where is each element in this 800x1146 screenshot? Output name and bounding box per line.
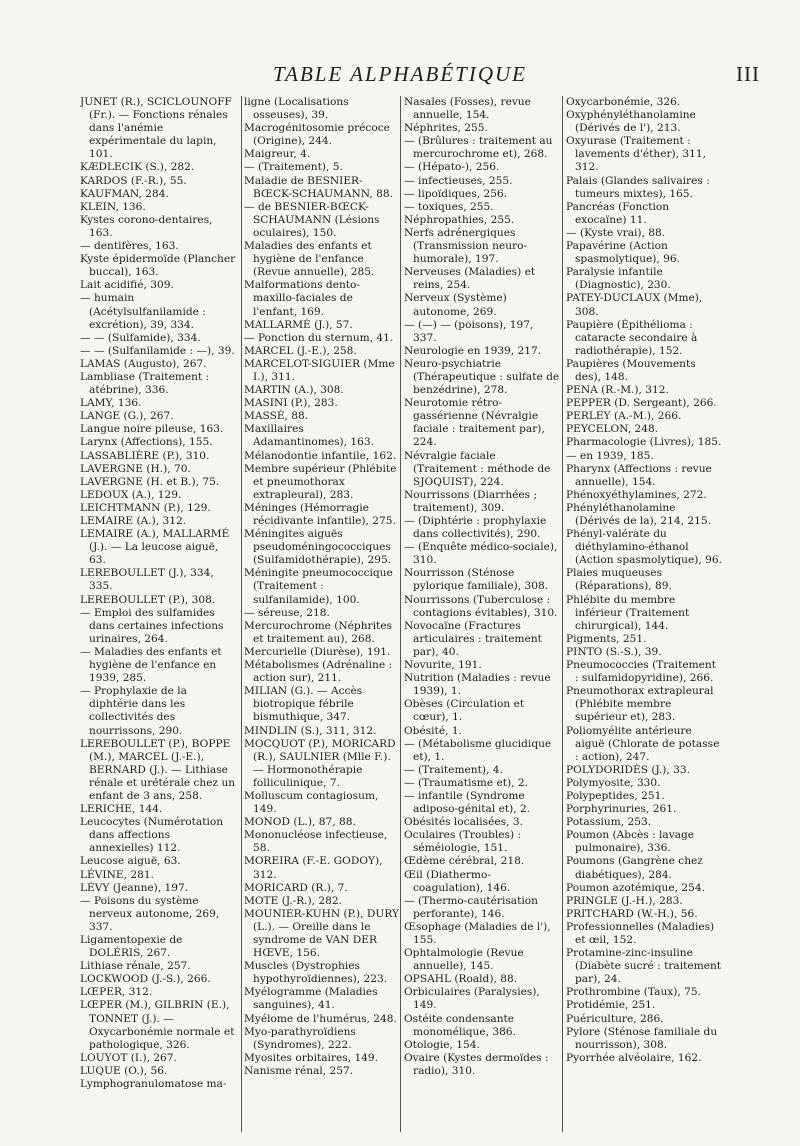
index-entry: Œil (Diathermo-coagulation), 146. xyxy=(404,868,511,894)
page-number: III xyxy=(736,62,760,86)
index-entry: Obésités localisées, 3. xyxy=(404,816,523,829)
index-entry: Pigments, 251. xyxy=(566,632,647,645)
index-entry: — Ponction du sternum, 41. xyxy=(244,331,394,344)
index-entry: MARTIN (A.), 308. xyxy=(244,384,344,397)
index-entry: — infectieuses, 255. xyxy=(404,174,513,187)
index-column-2 xyxy=(244,96,400,1136)
index-entry: OPSAHL (Roald), 88. xyxy=(404,973,518,986)
column-divider xyxy=(400,96,401,1132)
index-entry: POLYDORIDÈS (J.), 33. xyxy=(566,763,690,776)
index-entry: — Poisons du système nerveux autonome, 269, 337. xyxy=(80,894,220,933)
index-entry: Nerveuses (Maladies) et reins, 254. xyxy=(404,266,536,292)
index-entry: LŒPER (M.), GILBRIN (E.), TONNET (J.). — Oxycarbonémie normale et pathologique, 326. xyxy=(80,999,235,1051)
index-entry: — toxiques, 255. xyxy=(404,200,494,213)
index-entry: Macrogénitosomie précoce (Origine), 244. xyxy=(244,122,390,148)
index-entry: Maladie de BESNIER-BŒCK-SCHAUMANN, 88. xyxy=(244,174,393,200)
index-entry: Néphropathies, 255. xyxy=(404,213,515,226)
index-entry: — (Enquête médico-sociale), 310. xyxy=(404,541,558,567)
index-entry: Mercurochrome (Néphrites et traitement au), 268. xyxy=(244,619,392,645)
index-entry: LÉVINE, 281. xyxy=(80,868,154,881)
index-entry: Pneumothorax extrapleural (Phlébite membre supérieur et), 283. xyxy=(566,685,714,724)
index-entry: — (Traitement), 4. xyxy=(404,763,503,776)
index-entry: Pharynx (Affections : revue annuelle), 154. xyxy=(566,462,712,488)
index-entry: Kystes corono-dentaires, 163. xyxy=(80,213,213,239)
index-entry: Maxillaires Adamantinomes), 163. xyxy=(244,423,374,449)
index-entry: — humain (Acétylsulfanilamide : excrétion), 39, 334. xyxy=(80,292,206,331)
index-entry: — en 1939, 185. xyxy=(566,449,654,462)
index-entry: Lithiase rénale, 257. xyxy=(80,960,191,973)
index-entry: LANGE (G.), 267. xyxy=(80,410,174,423)
index-entry: Poumon azotémique, 254. xyxy=(566,881,705,894)
index-entry: Myélogramme (Maladies sanguines), 41. xyxy=(244,986,378,1012)
index-entry: Protamine-zinc-insuline (Diabète sucré : traitement par), 24. xyxy=(566,947,722,986)
index-entry: Obésité, 1. xyxy=(404,724,462,737)
index-entry: PRITCHARD (W.-H.), 56. xyxy=(566,907,698,920)
index-entry: Pneumococcies (Traitement : sulfamidopyridine), 266. xyxy=(566,659,716,685)
index-entry: Néphrites, 255. xyxy=(404,122,488,135)
index-entry: LEDOUX (A.), 129. xyxy=(80,488,182,501)
index-column-3 xyxy=(404,96,560,1136)
index-entry: Paralysie infantile (Diagnostic), 230. xyxy=(566,266,671,292)
index-entry: Lait acidifié, 309. xyxy=(80,279,174,292)
index-entry: LAVERGNE (H.), 70. xyxy=(80,462,191,475)
index-entry: KÆDLECIK (S.), 282. xyxy=(80,161,195,174)
index-entry: Polymyosite, 330. xyxy=(566,776,661,789)
index-entry: — de BESNIER-BŒCK-SCHAUMANN (Lésions oculaires), 150. xyxy=(244,200,380,239)
index-entry: Molluscum contagiosum, 149. xyxy=(244,789,379,816)
index-entry: MALLARMÉ (J.), 57. xyxy=(244,318,353,331)
index-entry: Phényl-valérate du diéthylamino-éthanol (Action spasmolytique), 96. xyxy=(566,528,722,567)
index-entry: Nourrissons (Tuberculose : contagions évitables), 310. xyxy=(404,593,558,619)
index-entry: PERLEY (A.-M.), 266. xyxy=(566,410,682,423)
index-entry: — Prophylaxie de la diphtérie dans les collectivités des nourrissons, 290. xyxy=(80,685,187,737)
index-entry: Membre supérieur (Phlébite et pneumothorax extrapleural), 283. xyxy=(244,462,397,501)
index-entry: LOUYOT (I.), 267. xyxy=(80,1051,177,1064)
index-entry: LUQUE (O.), 56. xyxy=(80,1064,168,1077)
index-entry: PEYCELON, 248. xyxy=(566,423,659,436)
index-entry: MILIAN (G.). — Accès biotropique fébrile bismuthique, 347. xyxy=(244,685,363,724)
index-entry: Otologie, 154. xyxy=(404,1038,480,1051)
index-entry: MORICARD (R.), 7. xyxy=(244,881,348,894)
index-entry: MASINI (P.), 283. xyxy=(244,397,338,410)
index-entry: Lymphogranulomatose ma- xyxy=(80,1078,227,1091)
index-entry: JUNET (R.), SCICLOUNOFF (Fr.). — Fonctions rénales dans l'anémie expérimentale du lapin, 101. xyxy=(80,96,232,161)
index-entry: — (Thermo-cautérisation perforante), 146. xyxy=(404,894,538,920)
index-entry: Oxycarbonémie, 326. xyxy=(566,96,681,108)
index-entry: Nanisme rénal, 257. xyxy=(244,1064,354,1077)
index-entry: — (—) — (poisons), 197, 337. xyxy=(404,318,534,344)
index-entry: Lambliase (Traitement : atébrine), 336. xyxy=(80,370,210,397)
index-entry: Phénoxyéthylamines, 272. xyxy=(566,488,707,501)
index-entry: MOREIRA (F.-E. GODOY), 312. xyxy=(244,855,383,881)
index-entry: — — (Sulfamide), 334. xyxy=(80,331,201,344)
index-entry: KAUFMAN, 284. xyxy=(80,187,169,200)
index-entry: Myélome de l'humérus, 248. xyxy=(244,1012,397,1025)
index-entry: Polypeptides, 251. xyxy=(566,789,665,802)
index-entry: PRINGLE (J.-H.), 283. xyxy=(566,894,683,907)
index-entry: Leucose aiguë, 63. xyxy=(80,855,181,868)
index-entry: — — (Sulfanilamide : —), 39. xyxy=(80,344,235,357)
index-entry: Porphyrinuries, 261. xyxy=(566,803,677,816)
index-entry: LASSABLIÈRE (P.), 310. xyxy=(80,449,210,462)
index-entry: Malformations dento-maxillo-faciales de l'enfant, 169. xyxy=(244,279,361,318)
index-entry: Myosites orbitaires, 149. xyxy=(244,1051,379,1064)
index-entry: Mélanodontie infantile, 162. xyxy=(244,449,397,462)
index-entry: — (Brûlures : traitement au mercurochrome et), 268. xyxy=(404,135,553,161)
index-entry: LEREBOULLET (P.), 308. xyxy=(80,593,216,606)
index-entry: MARCELOT-SIGUIER (Mme I.), 311. xyxy=(244,357,395,383)
index-entry: MARCEL (J.-E.), 258. xyxy=(244,344,357,357)
index-entry: MINDLIN (S.), 311, 312. xyxy=(244,724,377,737)
index-entry: — (Diphtérie : prophylaxie dans collectivités), 290. xyxy=(404,515,547,541)
index-entry: LEICHTMANN (P.), 129. xyxy=(80,501,211,514)
index-entry: Puériculture, 286. xyxy=(566,1012,664,1025)
index-entry: — dentifères, 163. xyxy=(80,240,179,253)
index-entry: Professionnelles (Maladies) et œil, 152. xyxy=(566,920,715,946)
index-columns xyxy=(80,96,720,1136)
index-entry: Ligamentopexie de DOLÉRIS, 267. xyxy=(80,934,183,960)
index-entry: MOUNIER-KUHN (P.), DURY (L.). — Oreille dans le syndrome de VAN DER HŒVE, 156. xyxy=(244,907,399,960)
index-entry: Muscles (Dystrophies hypothyroïdiennes), 223. xyxy=(244,960,388,986)
index-entry: Orbiculaires (Paralysies), 149. xyxy=(404,986,540,1012)
index-entry: LEREBOULLET (J.), 334, 335. xyxy=(80,567,214,593)
index-entry: Neurologie en 1939, 217. xyxy=(404,344,542,357)
index-entry: Plaies muqueuses (Réparations), 89. xyxy=(566,567,672,593)
index-entry: — Maladies des enfants et hygiène de l'enfance en 1939, 285. xyxy=(80,645,222,685)
index-entry: Myo-parathyroïdiens (Syndromes), 222. xyxy=(244,1025,356,1051)
index-entry: KARDOS (F.-R.), 55. xyxy=(80,174,187,187)
index-entry: — Emploi des sulfamides dans certaines infections urinaires, 264. xyxy=(80,606,224,645)
index-entry: — (Traumatisme et), 2. xyxy=(404,776,528,789)
index-entry: Protidémie, 251. xyxy=(566,999,656,1012)
index-entry: Nourrissons (Diarrhées ; traitement), 309. xyxy=(404,488,538,514)
index-entry: Neuro-psychiatrie (Thérapeutique : sulfate de benzédrine), 278. xyxy=(404,357,560,397)
index-entry: MONOD (L.), 87, 88. xyxy=(244,816,356,829)
index-entry: Maladies des enfants et hygiène de l'enfance (Revue annuelle), 285. xyxy=(244,240,375,279)
index-entry: Poliomyélite antérieure aiguë (Chlorate de potasse : action), 247. xyxy=(566,724,720,763)
index-entry: Novurite, 191. xyxy=(404,659,482,672)
index-entry: Nourrisson (Sténose pylorique familiale), 308. xyxy=(404,567,549,593)
index-entry: Ophtalmologie (Revue annuelle), 145. xyxy=(404,947,524,973)
index-entry: MOCQUOT (P.), MORICARD (R.), SAULNIER (Mlle F.). — Hormonothérapie folliculinique, 7. xyxy=(244,737,396,789)
index-entry: Méningites aiguës pseudoméningococciques (Sulfamidothérapie), 295. xyxy=(244,528,392,567)
index-entry: Ovaire (Kystes dermoïdes : radio), 310. xyxy=(404,1051,549,1077)
index-entry: Palais (Glandes salivaires : tumeurs mixtes), 165. xyxy=(566,174,710,200)
index-entry: Névralgie faciale (Traitement : méthode de SJOQUIST), 224. xyxy=(404,449,551,488)
index-entry: MASSÉ, 88. xyxy=(244,410,309,423)
index-entry: MOTE (J.-R.), 282. xyxy=(244,894,343,907)
index-entry: — (Hépato-), 256. xyxy=(404,161,500,174)
index-column-1 xyxy=(80,96,236,1136)
index-entry: Nasales (Fosses), revue annuelle, 154. xyxy=(404,96,531,122)
index-entry: LAMAS (Augusto), 267. xyxy=(80,357,207,370)
index-entry: Nutrition (Maladies : revue 1939), 1. xyxy=(404,672,551,698)
index-entry: LAVERGNE (H. et B.), 75. xyxy=(80,475,220,488)
index-entry: Ostéite condensante monomélique, 386. xyxy=(404,1012,516,1038)
index-entry: — (Kyste vrai), 88. xyxy=(566,226,666,239)
index-entry: PEPPER (D. Sergeant), 266. xyxy=(566,397,717,410)
column-divider xyxy=(241,96,242,1132)
index-entry: LEREBOULLET (P.), BOPPE (M.), MARCEL (J.-E.), BERNARD (J.). — Lithiase rénale et urétérale chez un enfant de 3 ans, 258. xyxy=(80,737,236,802)
index-entry: Paupières (Mouvements des), 148. xyxy=(566,357,696,383)
index-entry: Méninges (Hémorragie récidivante infantile), 275. xyxy=(244,501,396,527)
index-entry: — infantile (Syndrome adiposo-génital et), 2. xyxy=(404,789,531,816)
index-entry: Obèses (Circulation et cœur), 1. xyxy=(404,698,525,724)
index-entry: — (Traitement), 5. xyxy=(244,161,343,174)
index-entry: Oxyphényléthanolamine (Dérivés de l'), 213. xyxy=(566,109,696,135)
index-entry: LŒPER, 312. xyxy=(80,986,153,999)
index-entry: PINTO (S.-S.), 39. xyxy=(566,645,662,658)
index-entry: Poumon (Abcès : lavage pulmonaire), 336. xyxy=(566,829,695,855)
index-entry: Pyorrhée alvéolaire, 162. xyxy=(566,1051,702,1064)
index-entry: Potassium, 253. xyxy=(566,816,652,829)
index-entry: Larynx (Affections), 155. xyxy=(80,436,213,449)
index-entry: Novocaïne (Fractures articulaires : traitement par), 40. xyxy=(404,619,542,658)
index-entry: Neurotomie rétro-gassérienne (Névralgie faciale : traitement par), 224. xyxy=(404,397,545,449)
index-entry: Pancréas (Fonction exocaïne) 11. xyxy=(566,200,670,226)
index-entry: LERICHE, 144. xyxy=(80,803,163,816)
index-entry: Métabolismes (Adrénaline : action sur), 211. xyxy=(244,659,393,685)
page-title: TABLE ALPHABÉTIQUE xyxy=(273,62,527,86)
index-entry: Méningite pneumococcique (Traitement : sulfanilamide), 100. xyxy=(244,567,393,606)
index-entry: Kyste épidermoïde (Plancher buccal), 163. xyxy=(80,253,236,279)
index-entry: Paupière (Épithélioma : cataracte secondaire à radiothérapie), 152. xyxy=(566,318,698,357)
index-entry: LAMY, 136. xyxy=(80,397,142,410)
index-entry: Langue noire pileuse, 163. xyxy=(80,423,224,436)
index-entry: Nerveux (Système) autonome, 269. xyxy=(404,292,507,318)
index-entry: LEMAIRE (A.), MALLARMÉ (J.). — La leucose aiguë, 63. xyxy=(80,528,230,567)
index-entry: Maigreur, 4. xyxy=(244,148,311,161)
index-entry: Oculaires (Troubles) : séméiologie, 151. xyxy=(404,829,522,855)
index-entry: Œsophage (Maladies de l'), 155. xyxy=(404,920,551,946)
index-entry: — lipoïdiques, 256. xyxy=(404,187,508,200)
index-entry: Oxyurase (Traitement : lavements d'éther), 311, 312. xyxy=(566,135,706,174)
index-entry: LOCKWOOD (J.-S.), 266. xyxy=(80,973,211,986)
index-entry: — (Métabolisme glucidique et), 1. xyxy=(404,737,552,763)
index-entry: ligne (Localisations osseuses), 39. xyxy=(244,96,349,122)
index-entry: Poumons (Gangrène chez diabétiques), 284. xyxy=(566,855,703,881)
index-entry: LÉVY (Jeanne), 197. xyxy=(80,881,189,894)
index-entry: Nerfs adrénergiques (Transmission neuro-humorale), 197. xyxy=(404,226,528,266)
index-entry: LEMAIRE (A.), 312. xyxy=(80,515,187,527)
index-entry: Phlébite du membre inférieur (Traitement chirurgical), 144. xyxy=(566,593,690,632)
index-entry: PENA (R.-M.), 312. xyxy=(566,384,669,397)
index-entry: KLEIN, 136. xyxy=(80,200,146,213)
index-column-4 xyxy=(566,96,722,1136)
index-entry: — séreuse, 218. xyxy=(244,606,330,619)
index-entry: PATEY-DUCLAUX (Mme), 308. xyxy=(566,292,703,318)
index-entry: Leucocytes (Numérotation dans affections annexielles) 112. xyxy=(80,816,224,855)
index-entry: Mercurielle (Diurèse), 191. xyxy=(244,645,391,658)
index-entry: Pharmacologie (Livres), 185. xyxy=(566,436,722,449)
index-entry: Papavérine (Action spasmolytique), 96. xyxy=(566,240,681,266)
index-entry: Prothrombine (Taux), 75. xyxy=(566,986,701,999)
index-entry: Pylore (Sténose familiale du nourrisson), 308. xyxy=(566,1025,718,1051)
index-entry: Mononucléose infectieuse, 58. xyxy=(244,829,388,855)
index-entry: Œdème cérébral, 218. xyxy=(404,855,525,868)
column-divider xyxy=(562,96,563,1132)
index-entry: Phényléthanolamine (Dérivés de la), 214, 215. xyxy=(566,501,711,527)
